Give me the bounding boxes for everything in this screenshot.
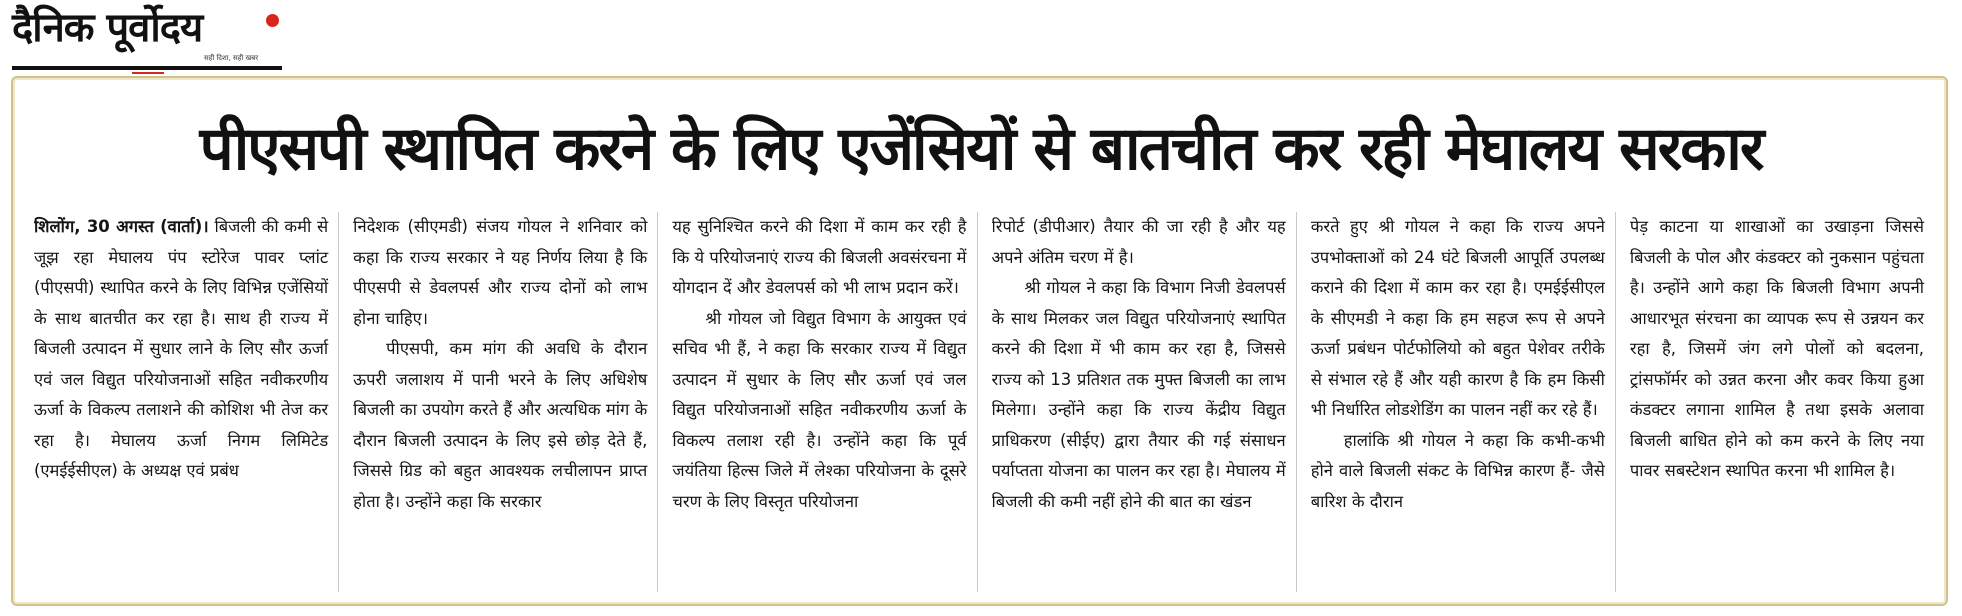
article-column-5 <box>1311 212 1616 592</box>
article-column-1 <box>34 212 339 592</box>
masthead-rule <box>12 66 282 70</box>
brand-dot-icon <box>266 14 279 27</box>
article-paragraph: रिपोर्ट (डीपीआर) तैयार की जा रही है और यह अपने अंतिम चरण में है। <box>991 217 1286 267</box>
article-paragraph: श्री गोयल ने कहा कि विभाग निजी डेवलपर्स के साथ मिलकर जल विद्युत परियोजनाएं स्थापित करने की दिशा में भी काम कर रहा है, जिससे राज्य को 13 प्रतिशत तक मुफ्त बिजली का लाभ मिलेगा। उन्होंने कहा कि राज्य केंद्रीय विद्युत प्राधिकरण (सीईए) द्वारा तैयार की गई संसाधन पर्याप्तता योजना का पालन कर रहा है। मेघालय में बिजली की कमी नहीं होने की बात का खंडन <box>991 278 1286 511</box>
article-paragraph: हालांकि श्री गोयल ने कहा कि कभी-कभी होने वाले बिजली संकट के विभिन्न कारण हैं- जैसे बारिश के दौरान <box>1310 430 1605 511</box>
article-paragraph: बिजली की कमी से जूझ रहा मेघालय पंप स्टोरेज पावर प्लांट (पीएसपी) स्थापित करने के लिए विभिन्न एजेंसियों के साथ बातचीत कर रहा है। साथ ही राज्य में बिजली उत्पादन में सुधार लाने के लिए सौर ऊर्जा एवं जल विद्युत परियोजनाओं सहित नवीकरणीय ऊर्जा के विकल्प तलाशने की कोशिश भी तेज कर रहा है। मेघालय ऊर्जा निगम लिमिटेड (एमईईसीएल) के अध्यक्ष एवं प्रबंध <box>34 217 329 480</box>
newspaper-tagline: सही दिशा, सही खबर <box>204 54 259 62</box>
article-paragraph: श्री गोयल जो विद्युत विभाग के आयुक्त एवं सचिव भी हैं, ने कहा कि सरकार राज्य में विद्युत उत्पादन में सुधार के लिए सौर ऊर्जा एवं जल विद्युत परियोजनाओं सहित नवीकरणीय ऊर्जा के विकल्प तलाश रही है। उन्होंने कहा कि पूर्व जयंतिया हिल्स जिले में लेश्का परियोजना के दूसरे चरण के लिए विस्तृत परियोजना <box>672 308 967 511</box>
masthead-accent-rule <box>132 72 164 74</box>
article-paragraph: यह सुनिश्चित करने की दिशा में काम कर रही है कि ये परियोजनाएं राज्य की बिजली अवसंरचना में योगदान दें और डेवलपर्स को भी लाभ प्रदान करें। <box>672 217 967 297</box>
article-column-6 <box>1630 212 1934 592</box>
article-headline: पीएसपी स्थापित करने के लिए एजेंसियों से बातचीत कर रही मेघालय सरकार <box>199 114 1763 184</box>
article-dateline: शिलोंग, 30 अगस्त (वार्ता)। <box>34 217 209 236</box>
article-column-3 <box>672 212 977 592</box>
article-column-2 <box>353 212 658 592</box>
article-body <box>34 212 1934 592</box>
article-paragraph: निदेशक (सीएमडी) संजय गोयल ने शनिवार को कहा कि राज्य सरकार ने यह निर्णय लिया है कि पीएसपी से डेवलपर्स और राज्य दोनों को लाभ होना चाहिए। <box>353 217 648 328</box>
article-paragraph: करते हुए श्री गोयल ने कहा कि राज्य अपने उपभोक्ताओं को 24 घंटे बिजली आपूर्ति उपलब्ध कराने की दिशा में काम कर रहा है। एमईईसीएल के सीएमडी ने कहा कि हम सहज रूप से अपने ऊर्जा प्रबंधन पोर्टफोलियो को बहुत पेशेवर तरीके से संभाल रहे हैं और यही कारण है कि हम किसी भी निर्धारित लोडशेडिंग का पालन नहीं कर रहे हैं। <box>1310 217 1605 419</box>
newspaper-name: दैनिक पूर्वोदय <box>12 5 203 51</box>
masthead <box>12 4 282 70</box>
article-paragraph: पेड़ काटना या शाखाओं का उखाड़ना जिससे बिजली के पोल और कंडक्टर को नुकसान पहुंचता है। उन्होंने आगे कहा कि बिजली विभाग अपनी आधारभूत संरचना का व्यापक रूप से उन्नयन कर रहा है, जिसमें जंग लगे पोलों को बदलना, ट्रांसफॉर्मर को उन्नत करना और कवर किया हुआ कंडक्टर लगाना शामिल है तथा इसके अलावा बिजली बाधित होने को कम करने के लिए नया पावर सबस्टेशन स्थापित करना भी शामिल है। <box>1629 217 1925 480</box>
article-column-4 <box>992 212 1297 592</box>
article-paragraph: पीएसपी, कम मांग की अवधि के दौरान ऊपरी जलाशय में पानी भरने के लिए अधिशेष बिजली का उपयोग करते हैं और अत्यधिक मांग के दौरान बिजली उत्पादन के लिए इसे छोड़ देते हैं, जिससे ग्रिड को बहुत आवश्यक लचीलापन प्राप्त होता है। उन्होंने कहा कि सरकार <box>353 339 648 511</box>
